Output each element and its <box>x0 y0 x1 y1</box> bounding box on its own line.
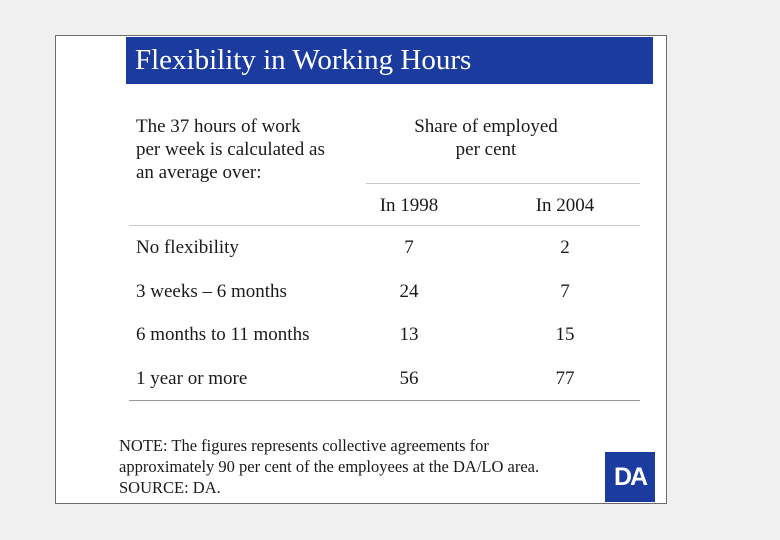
row-label: 3 weeks – 6 months <box>136 281 287 302</box>
row-header-line-3: an average over: <box>136 162 262 183</box>
column-header-divider <box>129 225 640 226</box>
note-line-2: approximately 90 per cent of the employees at the DA/LO area. <box>119 457 540 476</box>
row-value-1998: 7 <box>404 237 414 258</box>
share-header-line-1: Share of employed <box>414 116 558 137</box>
table-bottom-rule <box>129 400 640 401</box>
row-label: 1 year or more <box>136 368 248 389</box>
note-line-1: NOTE: The figures represents collective agreements for <box>119 436 489 455</box>
row-value-2004: 2 <box>560 237 570 258</box>
da-logo <box>605 452 655 502</box>
note-line-3: SOURCE: DA. <box>119 478 221 497</box>
slide <box>55 35 667 504</box>
row-value-1998: 13 <box>399 324 419 345</box>
row-label: No flexibility <box>136 237 239 258</box>
row-header-line-2: per week is calculated as <box>136 139 325 160</box>
row-value-2004: 77 <box>555 368 575 389</box>
row-value-2004: 15 <box>555 324 575 345</box>
header-divider <box>366 183 640 184</box>
row-value-2004: 7 <box>560 281 570 302</box>
slide-title: Flexibility in Working Hours <box>126 37 653 84</box>
footnote <box>119 435 539 498</box>
logo-text: DA <box>613 462 647 491</box>
column-header-1998: In 1998 <box>379 195 439 216</box>
row-header-line-1: The 37 hours of work <box>136 116 301 137</box>
share-header-line-2: per cent <box>455 139 517 160</box>
row-label: 6 months to 11 months <box>136 324 310 345</box>
row-value-1998: 24 <box>399 281 419 302</box>
column-header-2004: In 2004 <box>535 195 595 216</box>
row-value-1998: 56 <box>399 368 419 389</box>
